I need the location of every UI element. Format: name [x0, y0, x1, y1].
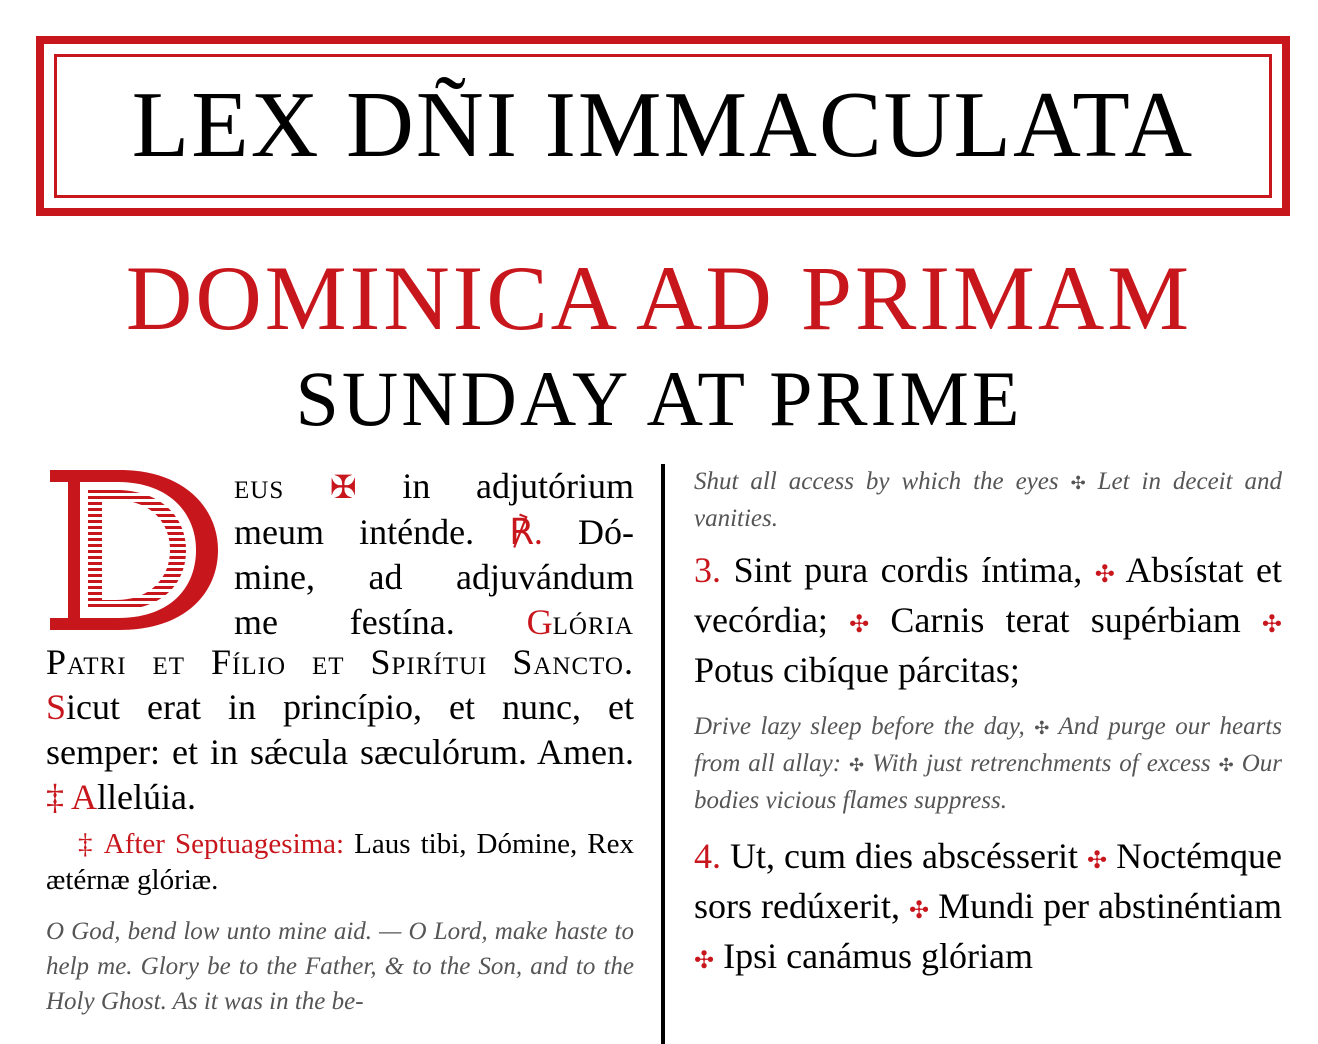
gloria-rest: lória — [552, 602, 634, 642]
opening-block — [46, 464, 634, 644]
dagger-icon: ‡ — [46, 777, 64, 817]
sicut-rest: icut erat in princípio, et nunc, et semper: et in sǽcula sæculórum. Amen. — [46, 687, 634, 772]
flower-icon: ✣ — [1094, 562, 1115, 588]
opening-line-1: in adjutórium — [402, 466, 634, 506]
sicut-initial: S — [46, 687, 67, 727]
column-divider — [661, 464, 665, 1044]
gloria-patri — [46, 640, 634, 820]
left-translation: O God, bend low unto mine aid. — O Lord, make haste to help me. Glory be to the Father, & to the Son, and to the Holy Ghost. As it was in the be- — [46, 918, 634, 1015]
translation-stanza-2 — [694, 464, 1282, 536]
separator-icon: ✣ — [1034, 718, 1050, 738]
title-frame — [36, 36, 1290, 216]
office-subtitle: SUNDAY AT PRIME — [295, 355, 1023, 442]
verse-4 — [694, 834, 1282, 984]
verse-number: 3. — [694, 550, 721, 590]
flower-icon: ✣ — [1086, 848, 1108, 874]
gloria-initial: G — [526, 602, 553, 642]
note-dagger-icon: ‡ — [78, 828, 96, 860]
verse-line: Noctémque sors redúxerit, — [694, 836, 1282, 926]
note-label: After Septuagesima: — [103, 828, 345, 860]
verse-line: Ut, cum dies abscésserit — [730, 836, 1078, 876]
gloria-line-2: Patri et Fílio et Spirítui — [46, 642, 488, 682]
flower-icon: ✣ — [1261, 612, 1282, 638]
translation-line: And purge our hearts from all allay: — [694, 713, 1282, 777]
translation-line: Let in deceit and vanities. — [694, 468, 1282, 532]
opening-line-3: Dó- — [578, 512, 634, 552]
opening-line-4: mine, ad adjuvándum — [234, 557, 634, 597]
alleluia-rest: llelúia. — [97, 777, 196, 817]
flower-icon: ✣ — [849, 612, 870, 638]
verse-line: Absístat et vecórdia; — [694, 550, 1282, 640]
verse-line: Potus cibíque párcitas; — [694, 650, 1020, 690]
translation-line: Drive lazy sleep before the day, — [694, 713, 1025, 740]
alleluia-initial: A — [71, 777, 98, 817]
gloria-line-3: Sancto. — [512, 642, 634, 682]
translation-stanza-3 — [694, 709, 1282, 818]
opening-versicle — [234, 464, 634, 645]
book-title: LEX DÑI IMMACULATA — [131, 73, 1195, 177]
opening-line-5: me festína. — [234, 602, 455, 642]
note-text: Laus tibi, Dómine, Rex ætérnæ glóriæ. — [46, 828, 634, 896]
separator-icon: ✣ — [1070, 473, 1086, 493]
flower-icon: ✣ — [908, 898, 930, 924]
dropcap-d-ornament — [46, 466, 224, 634]
opening-smallcaps: eus — [234, 466, 285, 506]
verse-3 — [694, 548, 1282, 693]
flower-icon: ✣ — [694, 948, 715, 974]
verse-line: Carnis terat supérbiam — [890, 600, 1241, 640]
translation-line: Shut all access by which the eyes — [694, 468, 1059, 495]
cross-icon: ✠ — [329, 469, 357, 505]
verse-line: Mundi per abstinéntiam — [938, 886, 1282, 926]
opening-line-2: meum inténde. — [234, 512, 475, 552]
translation-line: With just retrenchments of excess — [872, 750, 1211, 777]
separator-icon: ✣ — [1218, 755, 1234, 775]
office-title: DOMINICA AD PRIMAM — [125, 247, 1193, 349]
response-icon: ℟. — [509, 512, 543, 552]
verse-line: Sint pura cordis íntima, — [733, 550, 1083, 590]
translation-line: Our bodies vicious flames suppress. — [694, 750, 1282, 814]
verse-line: Ipsi canámus glóriam — [723, 936, 1034, 976]
verse-number: 4. — [694, 836, 721, 876]
separator-icon: ✣ — [849, 755, 865, 775]
septuagesima-note — [46, 826, 634, 898]
left-column — [46, 464, 634, 1030]
right-column — [694, 464, 1282, 1030]
